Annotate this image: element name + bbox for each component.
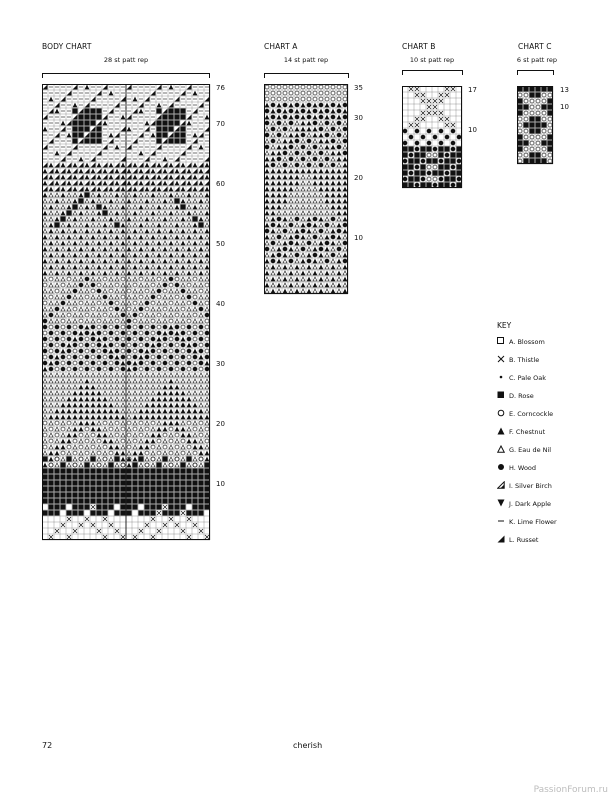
body-chart-repeat-label: 28 st patt rep — [103, 56, 149, 64]
chart-a-repeat-label: 14 st patt rep — [283, 56, 329, 64]
body-chart-title: BODY CHART — [42, 42, 92, 51]
chart-b-repeat-label: 10 st patt rep — [409, 56, 455, 64]
chart-a-title: CHART A — [264, 42, 298, 51]
key-label: K. Lime Flower — [509, 518, 557, 526]
key-item-russet — [497, 535, 538, 545]
chart-c-row-13: 13 — [560, 86, 569, 94]
key-item-chestnut — [497, 427, 545, 437]
chart-a-grid — [264, 84, 350, 297]
chart-a-repeat-bracket — [264, 73, 349, 78]
chart-a-row-20: 20 — [354, 174, 363, 182]
key-item-dark-apple — [497, 499, 551, 509]
filled-triangle-icon — [497, 427, 509, 437]
key-label: D. Rose — [509, 392, 534, 400]
dot-icon — [497, 373, 509, 383]
key-label: G. Eau de Nil — [509, 446, 552, 454]
down-triangle-icon — [497, 499, 509, 509]
chart-b-title: CHART B — [402, 42, 436, 51]
watermark: PassionForum.ru — [533, 785, 608, 795]
key-item-silver-birch — [497, 481, 552, 491]
key-label: J. Dark Apple — [509, 500, 552, 508]
chart-c-repeat-label: 6 st patt rep — [516, 56, 558, 64]
open-square-icon — [497, 337, 509, 347]
chart-b-repeat-bracket — [402, 70, 463, 75]
body-chart-row-30: 30 — [216, 360, 225, 368]
chart-b-grid — [402, 86, 464, 190]
open-triangle-icon — [497, 445, 509, 455]
key-item-thistle — [497, 355, 539, 365]
filled-square-icon — [497, 391, 509, 401]
chart-c-row-10: 10 — [560, 103, 569, 111]
key-item-eau-de-nil — [497, 445, 551, 455]
key-label: E. Corncockle — [509, 410, 554, 418]
key-label: I. Silver Birch — [509, 482, 552, 490]
body-chart-row-76: 76 — [216, 84, 225, 92]
half-triangle-icon — [497, 481, 509, 491]
key-item-blossom — [497, 337, 545, 347]
key-label: B. Thistle — [509, 356, 540, 364]
chart-c-title: CHART C — [518, 42, 552, 51]
body-chart-row-50: 50 — [216, 240, 225, 248]
page-number: 72 — [42, 741, 53, 750]
filled-circle-icon — [497, 463, 509, 473]
key-label: A. Blossom — [509, 338, 545, 346]
key-label: F. Chestnut — [509, 428, 546, 436]
key-item-rose — [497, 391, 534, 401]
open-circle-icon — [497, 409, 509, 419]
key-label: H. Wood — [509, 464, 537, 472]
chart-b-row-10: 10 — [468, 126, 477, 134]
body-chart-row-40: 40 — [216, 300, 225, 308]
magazine-name: cherish — [293, 741, 323, 750]
key-heading: KEY — [497, 321, 512, 330]
chart-a-row-30: 30 — [354, 114, 363, 122]
body-chart-row-60: 60 — [216, 180, 225, 188]
chart-b-row-17: 17 — [468, 86, 477, 94]
body-chart-row-10: 10 — [216, 480, 225, 488]
key-item-corncockle — [497, 409, 553, 419]
body-chart-grid — [42, 84, 212, 546]
key-label: L. Russet — [509, 536, 539, 544]
corner-triangle-icon — [497, 535, 509, 545]
cross-icon — [497, 355, 509, 365]
body-chart-row-20: 20 — [216, 420, 225, 428]
chart-c-grid — [517, 86, 555, 166]
chart-a-row-35: 35 — [354, 84, 363, 92]
body-chart-row-70: 70 — [216, 120, 225, 128]
key-label: C. Pale Oak — [509, 374, 547, 382]
dash-icon — [497, 517, 509, 527]
key-item-lime-flower — [497, 517, 557, 527]
chart-a-row-10: 10 — [354, 234, 363, 242]
body-chart-repeat-bracket — [42, 73, 210, 78]
chart-c-repeat-bracket — [517, 70, 554, 75]
key-item-wood — [497, 463, 536, 473]
key-item-pale-oak — [497, 373, 546, 383]
